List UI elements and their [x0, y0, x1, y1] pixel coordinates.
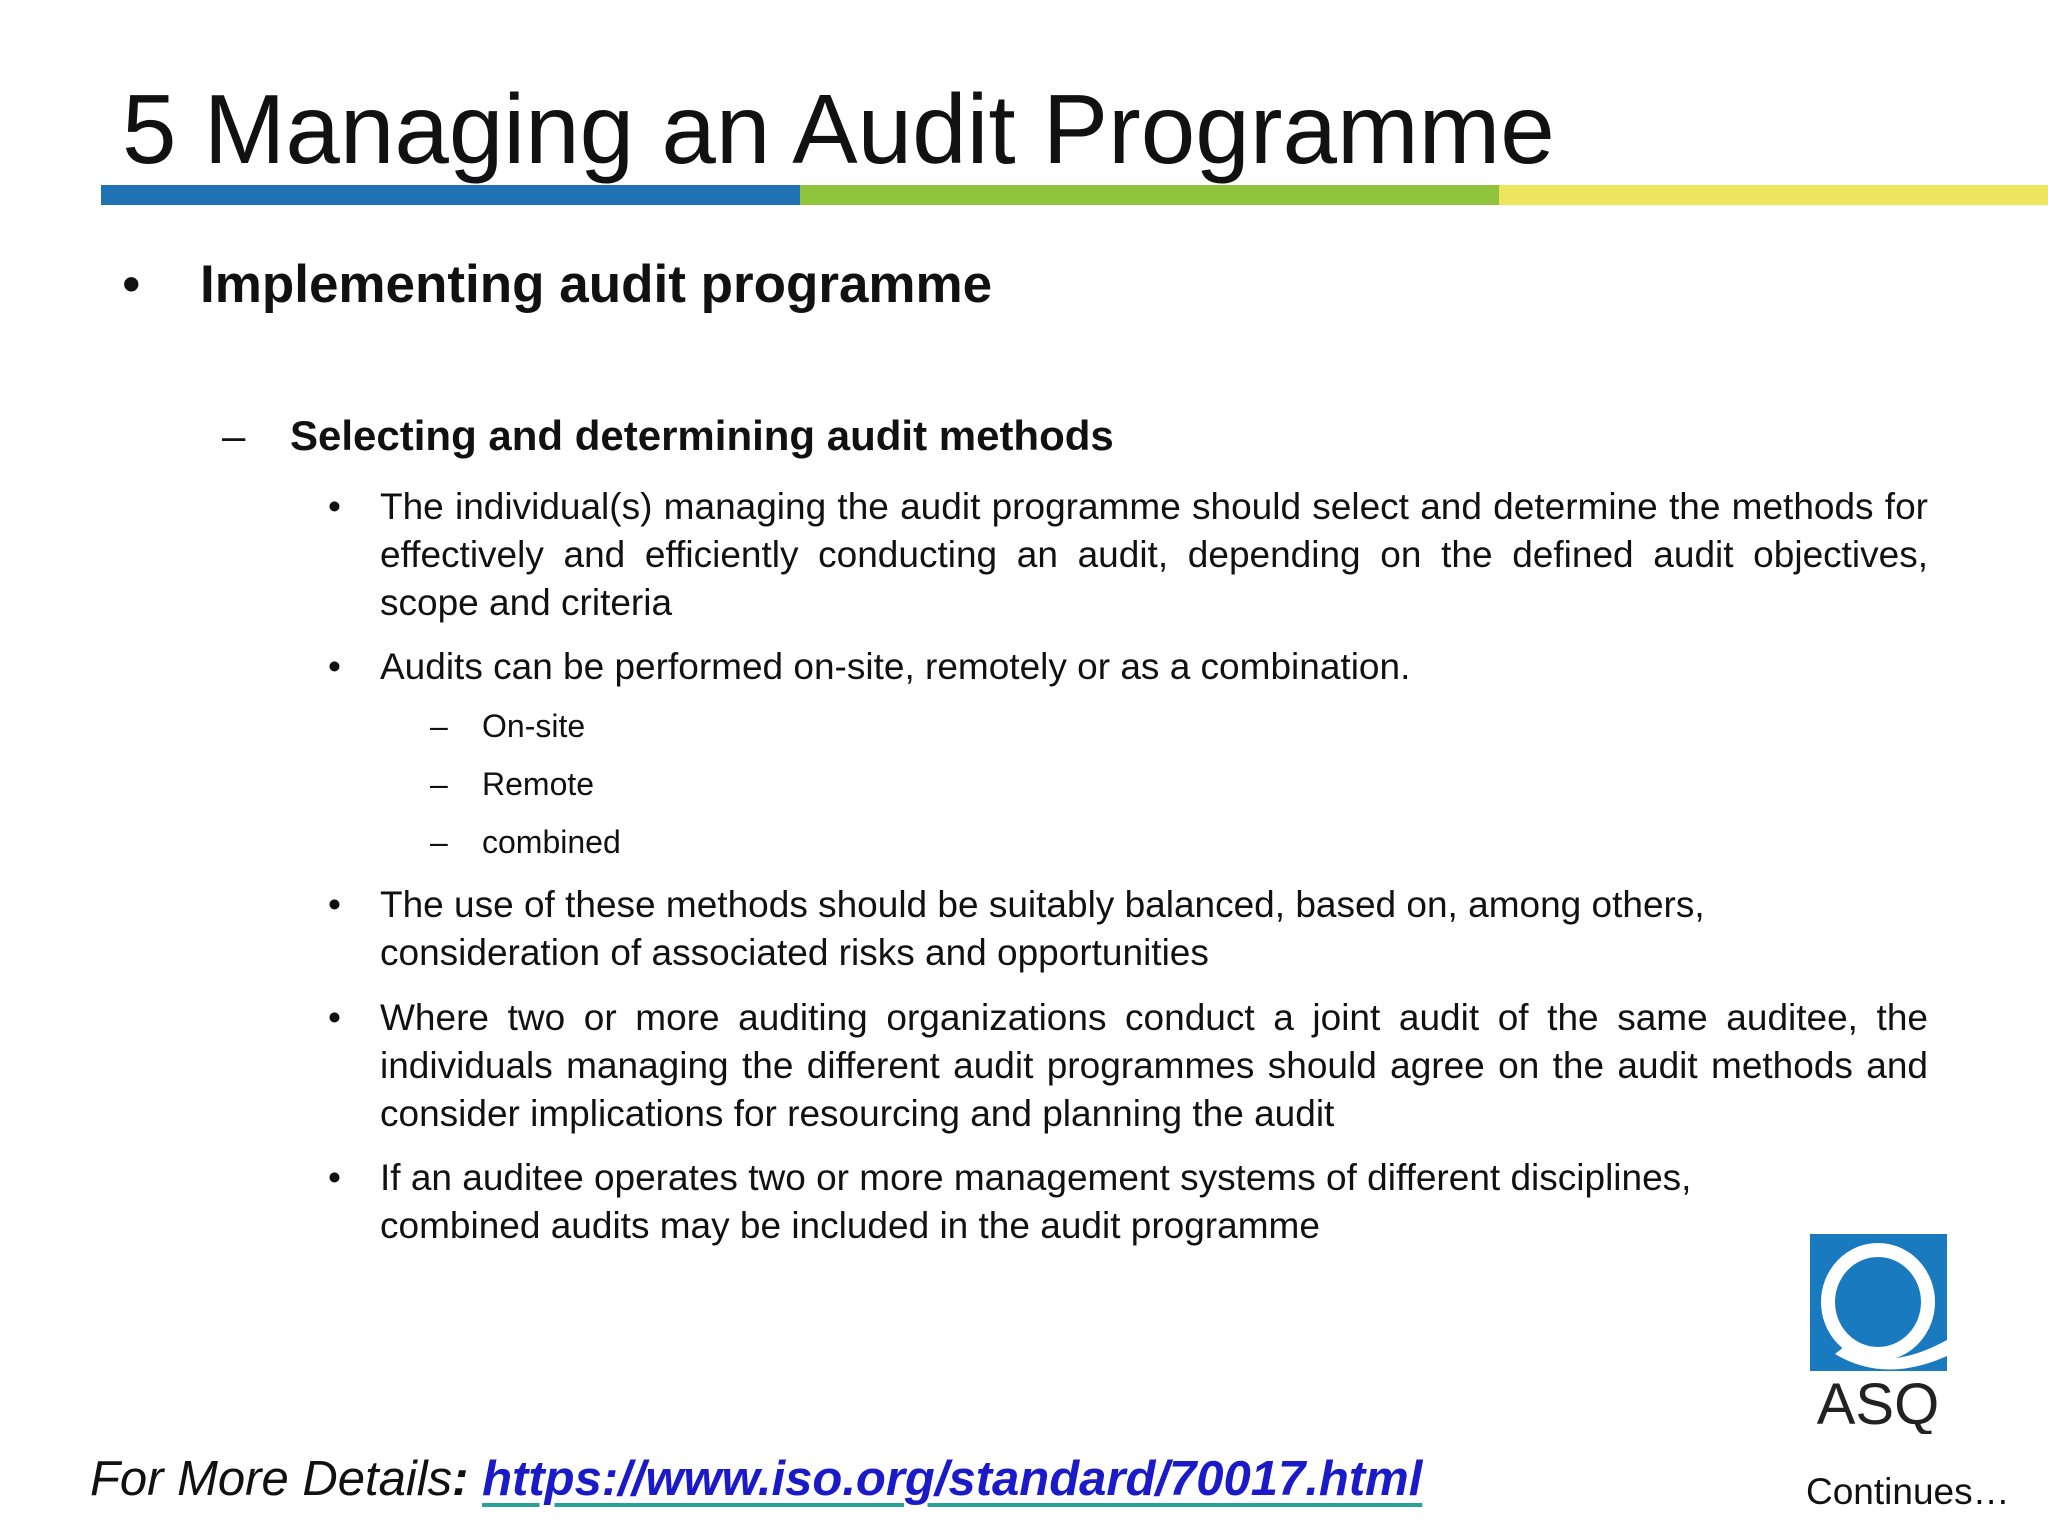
point-text: If an auditee operates two or more management systems of different disciplines, combined audits may be included in the audit programme	[380, 1157, 1692, 1246]
more-details-label: For More Details	[90, 1452, 453, 1506]
sub-point-text: combined	[482, 824, 621, 860]
divider-blue-segment	[101, 185, 800, 205]
more-details-colon: :	[452, 1452, 469, 1506]
divider-green-segment	[800, 185, 1499, 205]
bullet-marker: •	[328, 646, 341, 687]
bullet-marker: •	[122, 255, 141, 314]
bullet-marker: •	[328, 997, 341, 1038]
title-divider	[101, 185, 2048, 205]
iso-standard-link[interactable]: https://www.iso.org/standard/70017.html	[482, 1452, 1423, 1506]
sub-point-text: On-site	[482, 708, 586, 744]
bullet-marker: •	[328, 1157, 341, 1198]
point-text: The individual(s) managing the audit programme should select and determine the methods for effectively and efficiently conducting an audit, depending on the defined audit objectives, scope and criteria	[380, 486, 1928, 623]
dash-marker: –	[430, 708, 448, 744]
dash-marker: –	[222, 412, 246, 459]
subheading-text: Selecting and determining audit methods	[290, 412, 1114, 459]
point-text: Audits can be performed on-site, remotely or as a combination.	[380, 646, 1411, 687]
more-details-line	[90, 1450, 1422, 1508]
bullet-marker: •	[328, 486, 341, 527]
asq-logo-icon	[1805, 1234, 1955, 1434]
dash-marker: –	[430, 824, 448, 860]
continues-note: Continues…	[1806, 1471, 2010, 1512]
slide-title: 5 Managing an Audit Programme	[122, 74, 1555, 184]
asq-logo-graphic	[1805, 1234, 1955, 1434]
point-text: The use of these methods should be suitably balanced, based on, among others, consideration of associated risks and opportunities	[380, 884, 1705, 973]
dash-marker: –	[430, 766, 448, 802]
bullet-text: Implementing audit programme	[200, 255, 993, 314]
point-text: Where two or more auditing organizations conduct a joint audit of the same auditee, the individuals managing the different audit programmes should agree on the audit methods and consider implications for resourcing and planning the audit	[380, 997, 1928, 1134]
divider-yellow-segment	[1499, 185, 2048, 205]
bullet-marker: •	[328, 884, 341, 925]
sub-point-text: Remote	[482, 766, 595, 802]
logo-text: ASQ	[1816, 1372, 1940, 1434]
